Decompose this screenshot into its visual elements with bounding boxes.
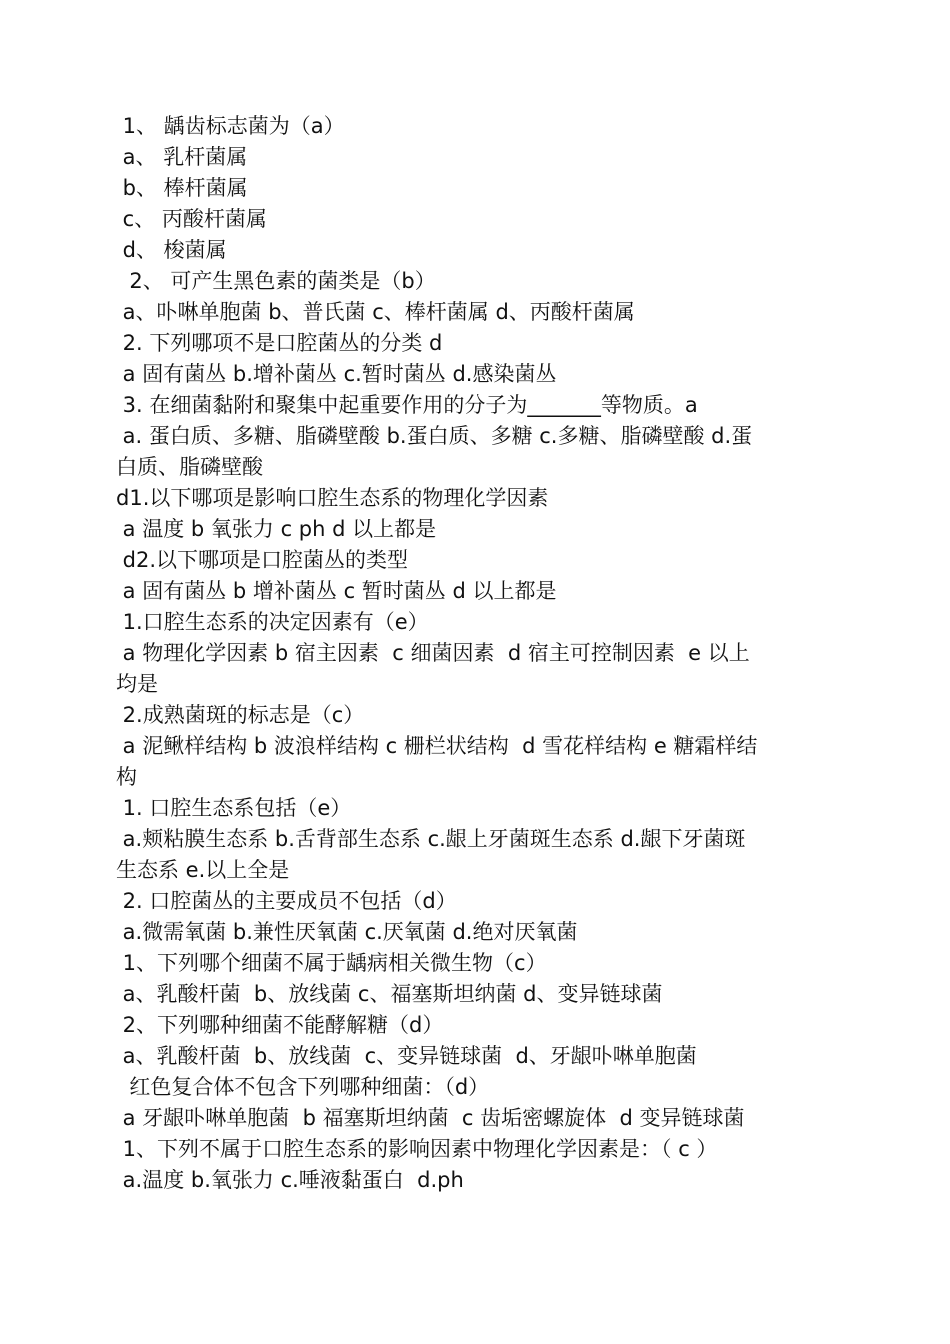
text-line: 3. 在细菌黏附和聚集中起重要作用的分子为_______等物质。a	[116, 393, 698, 417]
text-line: 1、 龋齿标志菌为（a）	[116, 114, 345, 138]
text-line: d1.以下哪项是影响口腔生态系的物理化学因素	[116, 486, 549, 510]
text-line: a 温度 b 氧张力 c ph d 以上都是	[116, 517, 437, 541]
text-line: a 固有菌丛 b.增补菌丛 c.暂时菌丛 d.感染菌丛	[116, 362, 557, 386]
text-line: a.颊粘膜生态系 b.舌背部生态系 c.龈上牙菌斑生态系 d.龈下牙菌斑	[116, 827, 746, 851]
text-line: 白质、脂磷壁酸	[116, 455, 263, 479]
text-line: a.温度 b.氧张力 c.唾液黏蛋白 d.ph	[116, 1168, 464, 1192]
text-line: 2. 口腔菌丛的主要成员不包括（d）	[116, 889, 457, 913]
text-line: a、乳酸杆菌 b、放线菌 c、变异链球菌 d、牙龈卟啉单胞菌	[116, 1044, 697, 1068]
text-line: a. 蛋白质、多糖、脂磷壁酸 b.蛋白质、多糖 c.多糖、脂磷壁酸 d.蛋	[116, 424, 753, 448]
text-line: 1.口腔生态系的决定因素有（e）	[116, 610, 429, 634]
text-line: 2、下列哪种细菌不能酵解糖（d）	[116, 1013, 444, 1037]
text-line: 生态系 e.以上全是	[116, 858, 290, 882]
text-line: d2.以下哪项是口腔菌丛的类型	[116, 548, 409, 572]
text-line: 2.成熟菌斑的标志是（c）	[116, 703, 365, 727]
text-line: 1、下列哪个细菌不属于龋病相关微生物（c）	[116, 951, 547, 975]
text-line: a 牙龈卟啉单胞菌 b 福塞斯坦纳菌 c 齿垢密螺旋体 d 变异链球菌	[116, 1106, 745, 1130]
text-line: a、 乳杆菌属	[116, 145, 248, 169]
text-line: b、 棒杆菌属	[116, 176, 248, 200]
text-line: c、 丙酸杆菌属	[116, 207, 267, 231]
text-line: a 泥鳅样结构 b 波浪样结构 c 栅栏状结构 d 雪花样结构 e 糖霜样结	[116, 734, 758, 758]
text-line: 2、 可产生黑色素的菌类是（b）	[116, 269, 436, 293]
text-line: 1、下列不属于口腔生态系的影响因素中物理化学因素是：（ c ）	[116, 1137, 718, 1161]
text-line: a 物理化学因素 b 宿主因素 c 细菌因素 d 宿主可控制因素 e 以上	[116, 641, 750, 665]
text-line: 构	[116, 765, 137, 789]
text-line: 红色复合体不包含下列哪种细菌：（d）	[116, 1075, 490, 1099]
text-line: 1. 口腔生态系包括（e）	[116, 796, 352, 820]
text-line: 均是	[116, 672, 158, 696]
text-line: 2. 下列哪项不是口腔菌丛的分类 d	[116, 331, 443, 355]
text-line: d、 梭菌属	[116, 238, 227, 262]
document-body	[116, 111, 836, 1196]
text-line: a、乳酸杆菌 b、放线菌 c、福塞斯坦纳菌 d、变异链球菌	[116, 982, 663, 1006]
text-line: a.微需氧菌 b.兼性厌氧菌 c.厌氧菌 d.绝对厌氧菌	[116, 920, 578, 944]
text-line: a 固有菌丛 b 增补菌丛 c 暂时菌丛 d 以上都是	[116, 579, 557, 603]
text-line: a、卟啉单胞菌 b、普氏菌 c、棒杆菌属 d、丙酸杆菌属	[116, 300, 635, 324]
